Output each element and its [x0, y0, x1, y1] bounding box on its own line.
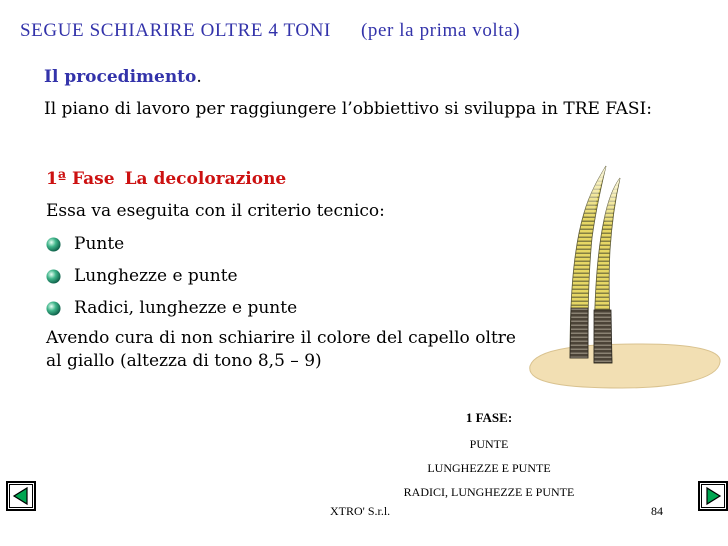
phase-heading	[46, 169, 286, 189]
list-item	[46, 266, 297, 298]
slide-title	[20, 20, 520, 42]
next-slide-button[interactable]	[698, 481, 728, 511]
outro-paragraph: Avendo cura di non schiarire il colore del capello oltre al giallo (altezza di tono 8,5 – 9)	[46, 328, 516, 371]
procedure-line	[44, 67, 202, 87]
previous-slide-button[interactable]	[6, 481, 36, 511]
page-number: 84	[651, 504, 663, 518]
caption-line: PUNTE	[469, 437, 509, 451]
intro-paragraph: Il piano di lavoro per raggiungere l’obbiettivo si sviluppa in TRE FASI:	[44, 99, 652, 119]
bullet-text: Punte	[74, 234, 125, 254]
scalp-shape	[530, 344, 720, 388]
title-main: SEGUE SCHIARIRE OLTRE 4 TONI	[20, 20, 331, 41]
criteria-list	[46, 234, 297, 330]
hair-strands-illustration	[522, 158, 722, 398]
sphere-bullet-icon	[46, 301, 61, 316]
footer-company: XTRO' S.r.l.	[330, 504, 391, 518]
procedure-period: .	[196, 67, 202, 87]
caption-title: 1 FASE:	[465, 410, 513, 425]
criteria-lead: Essa va eseguita con il criterio tecnico:	[46, 201, 385, 221]
phase-name: La decolorazione	[124, 169, 287, 189]
arrow-right-icon	[700, 483, 726, 509]
procedure-heading: Il procedimento	[44, 67, 197, 87]
arrow-left-icon	[8, 483, 34, 509]
bullet-text: Lunghezze e punte	[74, 266, 238, 286]
title-subtitle: (per la prima volta)	[360, 20, 521, 41]
sphere-bullet-icon	[46, 237, 61, 252]
phase-label: 1ª Fase	[46, 169, 115, 189]
list-item	[46, 298, 297, 330]
list-item	[46, 234, 297, 266]
bullet-text: Radici, lunghezze e punte	[74, 298, 298, 318]
sphere-bullet-icon	[46, 269, 61, 284]
caption-line: LUNGHEZZE E PUNTE	[427, 461, 551, 475]
caption-line: RADICI, LUNGHEZZE E PUNTE	[403, 485, 575, 499]
